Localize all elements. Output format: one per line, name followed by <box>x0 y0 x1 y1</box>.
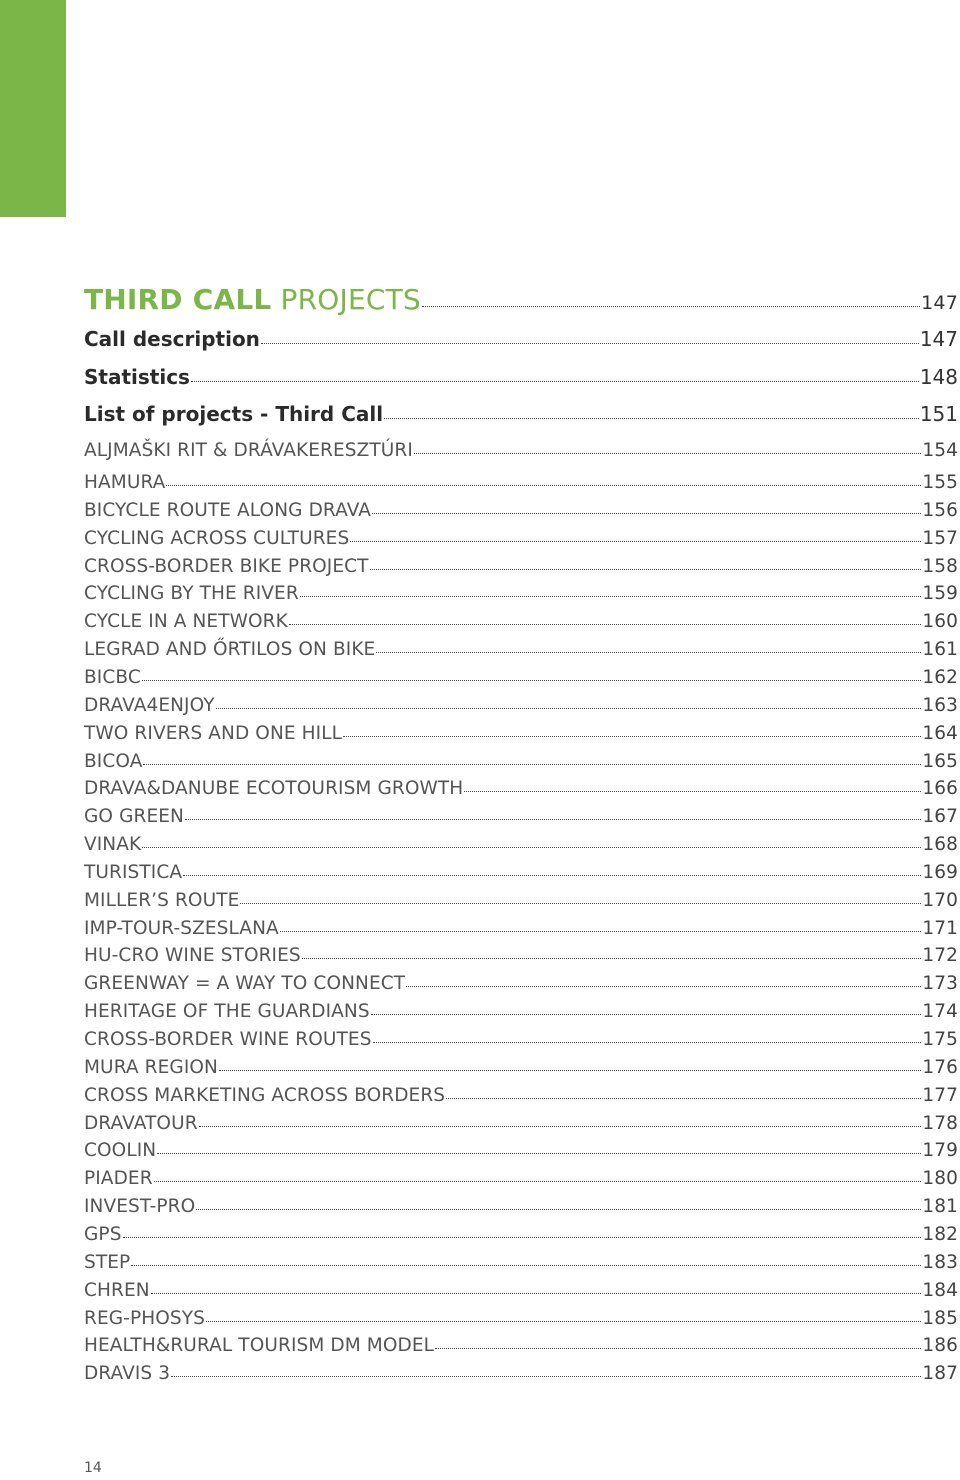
toc-project-entry[interactable] <box>84 583 958 609</box>
toc-entry-label: CYCLING ACROSS CULTURES <box>84 528 350 549</box>
toc-entry-page: 176 <box>922 1057 958 1078</box>
toc-project-entry[interactable] <box>84 890 958 916</box>
toc-entry-label: PIADER <box>84 1168 153 1189</box>
toc-project-entry[interactable] <box>84 1057 958 1083</box>
toc-project-entry[interactable] <box>84 639 958 665</box>
dot-leader <box>343 735 921 737</box>
toc-project-entry[interactable] <box>84 1001 958 1027</box>
toc-entry-label: COOLIN <box>84 1140 157 1161</box>
toc-entry-label: HAMURA <box>84 472 166 493</box>
toc-entry-label: CROSS-BORDER WINE ROUTES <box>84 1029 372 1050</box>
dot-leader <box>422 305 920 307</box>
dot-leader <box>406 985 921 987</box>
toc-entry-page: 164 <box>922 723 958 744</box>
dot-leader <box>199 1125 922 1127</box>
toc-heading-page: 147 <box>921 292 958 314</box>
toc-section-entry[interactable] <box>84 402 958 432</box>
toc-entry-page: 166 <box>922 778 958 799</box>
toc-entry-label: BICBC <box>84 667 141 688</box>
dot-leader <box>302 957 922 959</box>
dot-leader <box>384 417 919 419</box>
toc-entry-page: 156 <box>922 500 958 521</box>
toc-entry-label: STEP <box>84 1252 131 1273</box>
toc-entry-label: BICYCLE ROUTE ALONG DRAVA <box>84 500 372 521</box>
toc-entry-label: DRAVA&DANUBE ECOTOURISM GROWTH <box>84 778 464 799</box>
page-number: 14 <box>84 1460 102 1476</box>
toc-entry-page: 179 <box>922 1140 958 1161</box>
toc-entry-label: CYCLE IN A NETWORK <box>84 611 288 632</box>
toc-entry-page: 172 <box>922 945 958 966</box>
toc-entry-page: 147 <box>919 327 958 351</box>
dot-leader <box>261 342 919 344</box>
toc-project-entry[interactable] <box>84 1252 958 1278</box>
dot-leader <box>219 1069 921 1071</box>
toc-entry-page: 173 <box>922 973 958 994</box>
toc-entry-label: GO GREEN <box>84 806 184 827</box>
toc-entry-label: Call description <box>84 327 260 351</box>
toc-project-entry[interactable] <box>84 667 958 693</box>
dot-leader <box>300 595 922 597</box>
toc-entry-label: List of projects - Third Call <box>84 402 384 426</box>
toc-entry-page: 184 <box>922 1280 958 1301</box>
toc-entry-label: CROSS-BORDER BIKE PROJECT <box>84 556 369 577</box>
toc-entry-label: GPS <box>84 1224 122 1245</box>
green-side-tab <box>0 0 66 217</box>
dot-leader <box>206 1320 921 1322</box>
toc-entry-label: VINAK <box>84 834 142 855</box>
toc-entry-label: CYCLING BY THE RIVER <box>84 583 299 604</box>
toc-entry-page: 180 <box>922 1168 958 1189</box>
toc-entry-label: DRAVA4ENJOY <box>84 695 215 716</box>
dot-leader <box>142 679 922 681</box>
toc-entry-label: ALJMAŠKI RIT & DRÁVAKERESZTÚRI <box>84 440 413 461</box>
toc-heading-bold: THIRD CALL <box>84 283 272 316</box>
dot-leader <box>151 1292 922 1294</box>
toc-entry-page: 157 <box>922 528 958 549</box>
toc-entry-label: GREENWAY = A WAY TO CONNECT <box>84 973 406 994</box>
toc-heading[interactable] <box>84 283 958 323</box>
toc-entry-page: 155 <box>922 472 958 493</box>
toc-entry-label: CROSS MARKETING ACROSS BORDERS <box>84 1085 446 1106</box>
toc-project-entry[interactable] <box>84 500 958 526</box>
toc-project-entry[interactable] <box>84 1085 958 1111</box>
toc-entry-page: 185 <box>922 1308 958 1329</box>
dot-leader <box>216 707 922 709</box>
toc-project-entry[interactable] <box>84 973 958 999</box>
toc-entry-label: IMP-TOUR-SZESLANA <box>84 918 279 939</box>
dot-leader <box>280 930 922 932</box>
toc-entry-page: 158 <box>922 556 958 577</box>
toc-project-entry[interactable] <box>84 556 958 582</box>
dot-leader <box>370 568 922 570</box>
toc-project-entry[interactable] <box>84 1196 958 1222</box>
toc-section-entry[interactable] <box>84 365 958 395</box>
dot-leader <box>464 790 921 792</box>
toc-project-entry[interactable] <box>84 1113 958 1139</box>
toc-entry-page: 178 <box>922 1113 958 1134</box>
dot-leader <box>376 651 921 653</box>
toc-project-entry[interactable] <box>84 751 958 777</box>
toc-project-entry[interactable] <box>84 862 958 888</box>
dot-leader <box>157 1152 921 1154</box>
toc-entry-label: HEALTH&RURAL TOURISM DM MODEL <box>84 1335 435 1356</box>
toc-entry-page: 177 <box>922 1085 958 1106</box>
toc-entry-label: MURA REGION <box>84 1057 218 1078</box>
dot-leader <box>372 512 921 514</box>
toc-heading-light: PROJECTS <box>280 283 421 316</box>
toc-project-entry[interactable] <box>84 1363 958 1389</box>
toc-entry-page: 170 <box>922 890 958 911</box>
dot-leader <box>371 1013 922 1015</box>
toc-project-entry[interactable] <box>84 806 958 832</box>
toc-entry-label: LEGRAD AND ŐRTILOS ON BIKE <box>84 639 376 660</box>
toc-project-entry[interactable] <box>84 778 958 804</box>
toc-entry-page: 181 <box>922 1196 958 1217</box>
dot-leader <box>143 763 921 765</box>
toc-entry-label: CHREN <box>84 1280 150 1301</box>
dot-leader <box>154 1180 922 1182</box>
toc-entry-page: 162 <box>922 667 958 688</box>
toc-project-entry[interactable] <box>84 1029 958 1055</box>
toc-entry-page: 151 <box>919 402 958 426</box>
toc-entry-label: Statistics <box>84 365 190 389</box>
dot-leader <box>350 540 921 542</box>
toc-entry-page: 187 <box>922 1363 958 1384</box>
toc-project-entry[interactable] <box>84 723 958 749</box>
toc-entry-page: 161 <box>922 639 958 660</box>
dot-leader <box>196 1208 921 1210</box>
toc-entry-label: DRAVIS 3 <box>84 1363 171 1384</box>
toc-entry-page: 168 <box>922 834 958 855</box>
toc-entry-page: 154 <box>922 440 958 461</box>
toc-project-entry[interactable] <box>84 834 958 860</box>
toc-entry-label: REG-PHOSYS <box>84 1308 205 1329</box>
dot-leader <box>185 818 921 820</box>
dot-leader <box>123 1236 922 1238</box>
dot-leader <box>131 1264 921 1266</box>
toc-entry-page: 171 <box>922 918 958 939</box>
toc-project-entry[interactable] <box>84 695 958 721</box>
dot-leader <box>414 452 921 454</box>
dot-leader <box>171 1375 921 1377</box>
toc-entry-label: MILLER’S ROUTE <box>84 890 240 911</box>
dot-leader <box>240 902 921 904</box>
toc-project-entry[interactable] <box>84 1280 958 1306</box>
dot-leader <box>191 380 919 382</box>
toc-entry-page: 160 <box>922 611 958 632</box>
toc-entry-label: INVEST-PRO <box>84 1196 196 1217</box>
toc-project-entry[interactable] <box>84 945 958 971</box>
toc-entry-page: 167 <box>922 806 958 827</box>
toc-project-entry[interactable] <box>84 440 958 466</box>
toc-project-entry[interactable] <box>84 528 958 554</box>
dot-leader <box>289 623 922 625</box>
toc-entry-label: HU-CRO WINE STORIES <box>84 945 301 966</box>
dot-leader <box>435 1347 921 1349</box>
toc-entry-page: 182 <box>922 1224 958 1245</box>
toc-entry-page: 175 <box>922 1029 958 1050</box>
dot-leader <box>166 484 921 486</box>
toc-entry-page: 148 <box>919 365 958 389</box>
toc-project-entry[interactable] <box>84 1140 958 1166</box>
toc-entry-page: 165 <box>922 751 958 772</box>
dot-leader <box>183 874 921 876</box>
dot-leader <box>142 846 921 848</box>
toc-project-entry[interactable] <box>84 472 958 498</box>
toc-entry-label: TWO RIVERS AND ONE HILL <box>84 723 343 744</box>
toc-entry-page: 163 <box>922 695 958 716</box>
toc-entry-page: 169 <box>922 862 958 883</box>
toc-entry-label: TURISTICA <box>84 862 183 883</box>
toc-entry-page: 186 <box>922 1335 958 1356</box>
toc-entry-label: BICOA <box>84 751 143 772</box>
toc-project-entry[interactable] <box>84 1168 958 1194</box>
dot-leader <box>446 1097 921 1099</box>
dot-leader <box>373 1041 922 1043</box>
toc-project-entry[interactable] <box>84 611 958 637</box>
toc-heading-label <box>84 283 421 316</box>
toc-project-entry[interactable] <box>84 918 958 944</box>
toc-entry-label: HERITAGE OF THE GUARDIANS <box>84 1001 370 1022</box>
toc-project-entry[interactable] <box>84 1335 958 1361</box>
toc-entry-page: 159 <box>922 583 958 604</box>
toc-project-entry[interactable] <box>84 1224 958 1250</box>
toc-entry-page: 183 <box>922 1252 958 1273</box>
toc-entry-label: DRAVATOUR <box>84 1113 198 1134</box>
toc-section-entry[interactable] <box>84 327 958 357</box>
toc-project-entry[interactable] <box>84 1308 958 1334</box>
toc-entry-page: 174 <box>922 1001 958 1022</box>
